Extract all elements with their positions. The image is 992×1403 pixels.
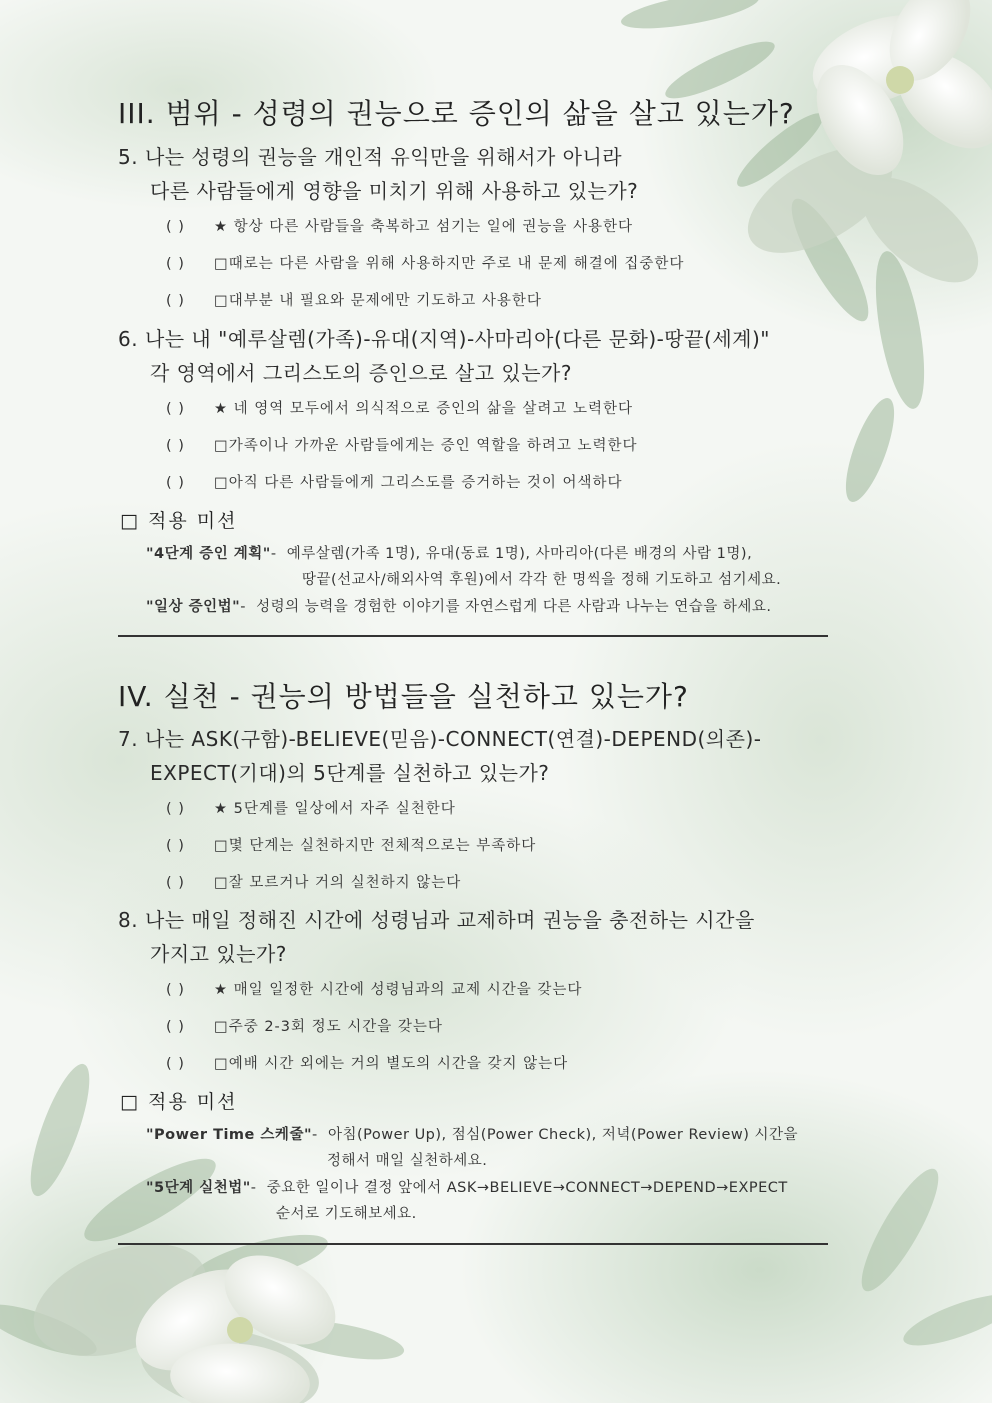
mission-label: "5단계 실천법" — [146, 1180, 251, 1196]
answer-checkbox[interactable]: ( ) — [166, 838, 185, 854]
question-6-option-3[interactable]: ( ) □아직 다른 사람들에게 그리스도를 증거하는 것이 어색하다 — [166, 475, 623, 491]
mission-3-item-1-line-2: 땅끝(선교사/해외사역 후원)에서 각각 한 명씩을 정해 기도하고 섬기세요. — [302, 572, 782, 588]
mission-label: "일상 증인법" — [146, 599, 241, 615]
question-6-line-1: 6. 나는 내 "예루살렘(가족)-유대(지역)-사마리아(다른 문화)-땅끝(세계)" — [118, 327, 770, 351]
mission-4-item-1-line-2: 정해서 매일 실천하세요. — [327, 1153, 488, 1169]
mission-text: 아침(Power Up), 점심(Power Check), 저녁(Power Review) 시간을 — [327, 1127, 799, 1143]
question-7-option-3[interactable]: ( ) □잘 모르거나 거의 실천하지 않는다 — [166, 875, 462, 891]
section-4-title: IV. 실천 - 권능의 방법들을 실천하고 있는가? — [118, 680, 689, 713]
question-5-line-2: 다른 사람들에게 영향을 미치기 위해 사용하고 있는가? — [150, 179, 639, 203]
mission-label: "Power Time 스케줄" — [146, 1127, 312, 1143]
answer-checkbox[interactable]: ( ) — [166, 219, 185, 235]
mission-label: "4단계 증인 계획" — [146, 546, 271, 562]
question-8-option-1[interactable]: ( ) ★ 매일 일정한 시간에 성령님과의 교제 시간을 갖는다 — [166, 982, 583, 998]
mission-text: 예루살렘(가족 1명), 유대(동료 1명), 사마리아(다른 배경의 사람 1명), — [286, 546, 753, 562]
question-6-line-2: 각 영역에서 그리스도의 증인으로 살고 있는가? — [150, 361, 572, 385]
question-8-line-1: 8. 나는 매일 정해진 시간에 성령님과 교제하며 권능을 충전하는 시간을 — [118, 908, 755, 932]
question-7-option-2[interactable]: ( ) □몇 단계는 실천하지만 전체적으로는 부족하다 — [166, 838, 537, 854]
mission-text: 중요한 일이나 결정 앞에서 ASK→BELIEVE→CONNECT→DEPEND→EXPECT — [266, 1180, 788, 1196]
question-7-option-1[interactable]: ( ) ★ 5단계를 일상에서 자주 실천한다 — [166, 801, 456, 817]
question-8-option-3[interactable]: ( ) □예배 시간 외에는 거의 별도의 시간을 갖지 않는다 — [166, 1056, 569, 1072]
mission-text: 성령의 능력을 경험한 이야기를 자연스럽게 다른 사람과 나누는 연습을 하세요. — [256, 599, 772, 615]
question-8-line-2: 가지고 있는가? — [150, 942, 287, 966]
answer-checkbox[interactable]: ( ) — [166, 1056, 185, 1072]
answer-checkbox[interactable]: ( ) — [166, 801, 185, 817]
question-5-option-2[interactable]: ( ) □때로는 다른 사람을 위해 사용하지만 주로 내 문제 해결에 집중한다 — [166, 256, 685, 272]
question-5-line-1: 5. 나는 성령의 권능을 개인적 유익만을 위해서가 아니라 — [118, 145, 623, 169]
answer-checkbox[interactable]: ( ) — [166, 982, 185, 998]
answer-checkbox[interactable]: ( ) — [166, 875, 185, 891]
mission-heading-4: □ 적용 미션 — [120, 1091, 238, 1113]
mission-3-item-2: "일상 증인법"- 성령의 능력을 경험한 이야기를 자연스럽게 다른 사람과 나누는 연습을 하세요. — [146, 599, 772, 615]
mission-heading-3: □ 적용 미션 — [120, 510, 238, 532]
question-6-option-2[interactable]: ( ) □가족이나 가까운 사람들에게는 증인 역할을 하려고 노력한다 — [166, 438, 638, 454]
mission-4-item-2-line-2: 순서로 기도해보세요. — [276, 1206, 417, 1222]
section-divider — [118, 635, 828, 637]
question-5-option-3[interactable]: ( ) □대부분 내 필요와 문제에만 기도하고 사용한다 — [166, 293, 542, 309]
mission-4-item-1: "Power Time 스케줄"- 아침(Power Up), 점심(Power Check), 저녁(Power Review) 시간을 — [146, 1127, 799, 1143]
question-7-line-2: EXPECT(기대)의 5단계를 실천하고 있는가? — [150, 761, 550, 785]
answer-checkbox[interactable]: ( ) — [166, 475, 185, 491]
answer-checkbox[interactable]: ( ) — [166, 1019, 185, 1035]
question-7-line-1: 7. 나는 ASK(구함)-BELIEVE(믿음)-CONNECT(연결)-DEPEND(의존)- — [118, 727, 762, 751]
answer-checkbox[interactable]: ( ) — [166, 401, 185, 417]
mission-4-item-2: "5단계 실천법"- 중요한 일이나 결정 앞에서 ASK→BELIEVE→CONNECT→DEPEND→EXPECT — [146, 1180, 788, 1196]
answer-checkbox[interactable]: ( ) — [166, 293, 185, 309]
question-8-option-2[interactable]: ( ) □주중 2-3회 정도 시간을 갖는다 — [166, 1019, 443, 1035]
question-5-option-1[interactable]: ( ) ★ 항상 다른 사람들을 축복하고 섬기는 일에 권능을 사용한다 — [166, 219, 634, 235]
answer-checkbox[interactable]: ( ) — [166, 256, 185, 272]
section-divider — [118, 1243, 828, 1245]
section-3-title: III. 범위 - 성령의 권능으로 증인의 삶을 살고 있는가? — [118, 97, 795, 130]
mission-3-item-1: "4단계 증인 계획"- 예루살렘(가족 1명), 유대(동료 1명), 사마리아(다른 배경의 사람 1명), — [146, 546, 753, 562]
question-6-option-1[interactable]: ( ) ★ 네 영역 모두에서 의식적으로 증인의 삶을 살려고 노력한다 — [166, 401, 634, 417]
answer-checkbox[interactable]: ( ) — [166, 438, 185, 454]
